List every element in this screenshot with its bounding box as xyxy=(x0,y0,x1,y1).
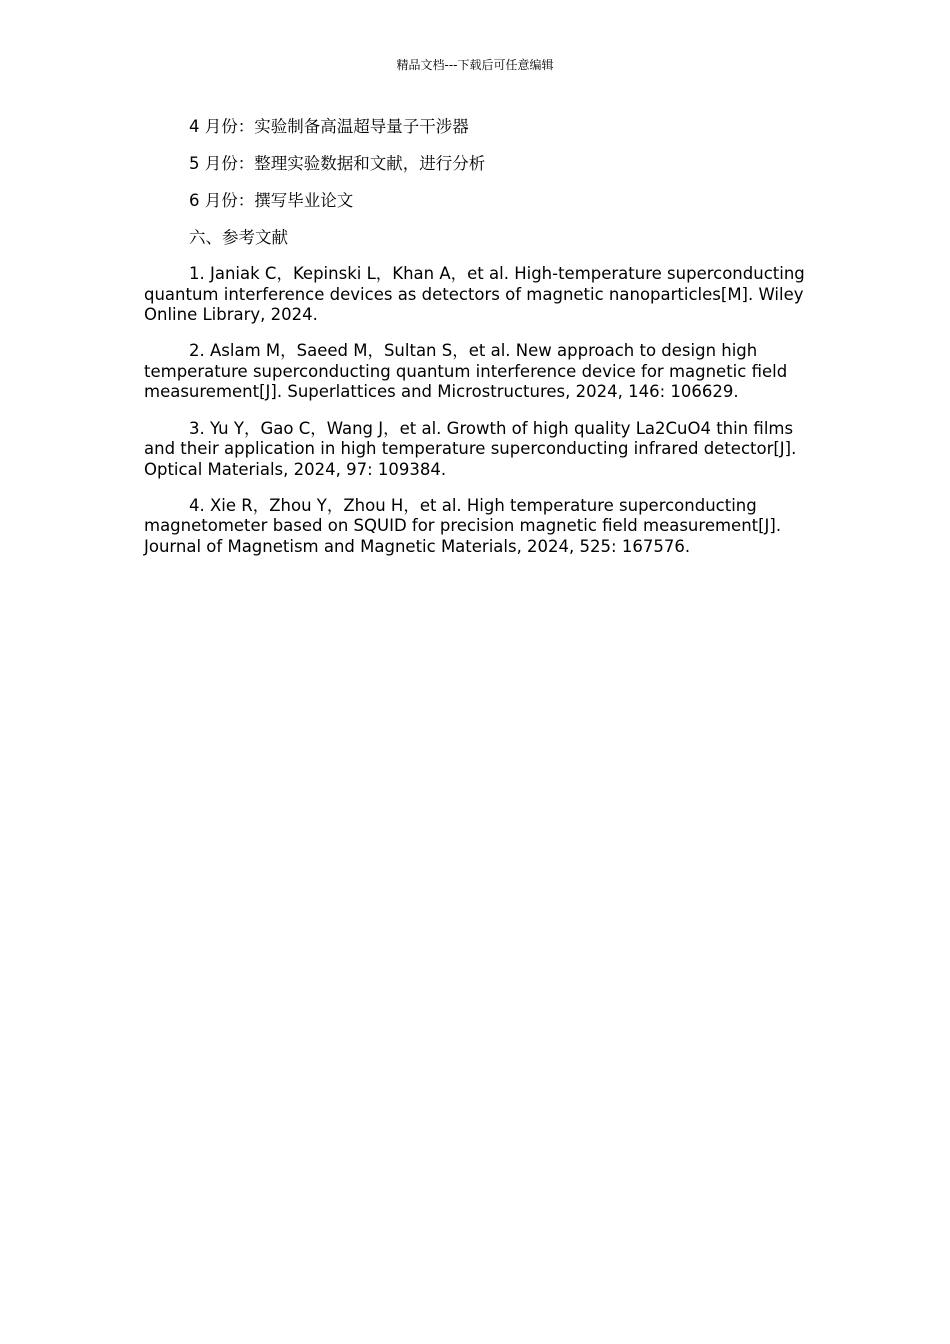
schedule-item-june: 6 月份：撰写毕业论文 xyxy=(189,191,354,210)
reference-item-1: 1. Janiak C，Kepinski L，Khan A，et al. High-temperature superconducting quantum interference devices as detectors of magnetic nanoparticles[M]. Wiley Online Library, 2024. xyxy=(144,264,805,325)
page-header: 精品文档---下载后可任意编辑 xyxy=(396,58,554,72)
schedule-item-april: 4 月份：实验制备高温超导量子干涉器 xyxy=(189,117,469,136)
reference-item-3: 3. Yu Y，Gao C，Wang J，et al. Growth of high quality La2CuO4 thin films and their application in high temperature superconducting infrared detector[J]. Optical Materials, 2024, 97: 109384. xyxy=(144,418,797,479)
section-title-references: 六、参考文献 xyxy=(189,228,288,247)
reference-item-2: 2. Aslam M，Saeed M，Sultan S，et al. New approach to design high temperature superconducting quantum interference device for magnetic field measurement[J]. Superlattices and Microstructures, 2024, 146: 106629. xyxy=(144,341,788,402)
schedule-item-may: 5 月份：整理实验数据和文献，进行分析 xyxy=(189,154,486,173)
document-body xyxy=(144,116,806,573)
reference-item-4: 4. Xie R，Zhou Y，Zhou H，et al. High temperature superconducting magnetometer based on SQUID for precision magnetic field measurement[J]. Journal of Magnetism and Magnetic Materials, 2024, 525: 167576. xyxy=(144,495,782,557)
